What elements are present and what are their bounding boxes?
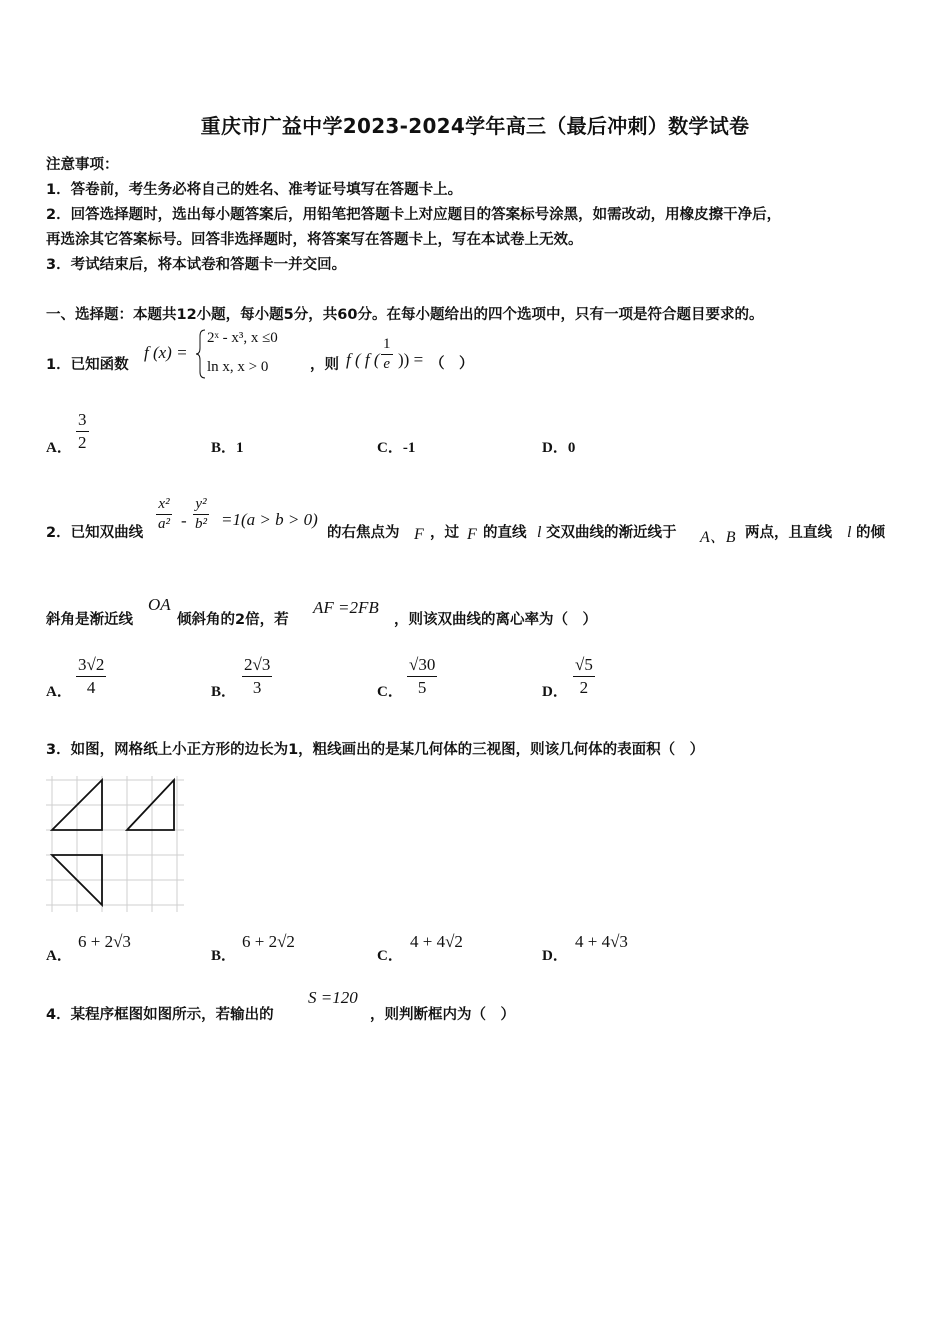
q4-lead: 4．某程序框图如图所示，若输出的 xyxy=(46,1007,274,1023)
q2-AF: AF =2FB xyxy=(313,598,379,617)
section-heading: 一、选择题：本题共12小题，每小题5分，共60分。在每小题给出的四个选项中，只有一项是符合题目要求的。 xyxy=(46,307,764,323)
note-1: 1．答卷前，考生务必将自己的姓名、准考证号填写在答题卡上。 xyxy=(46,182,463,198)
q2-optA-num: 3√2 xyxy=(78,655,105,674)
q2-t4: 交双曲线的渐近线于 xyxy=(546,525,677,541)
q2-x2: x² xyxy=(158,496,170,512)
three-view-figure xyxy=(44,776,184,912)
q2-y2: y² xyxy=(195,496,207,512)
q4-tail: ，则判断框内为（ ） xyxy=(370,1007,515,1023)
q2-t3: 的直线 xyxy=(483,525,527,541)
q2-optA-frac xyxy=(76,655,106,698)
q2-optD-den: 2 xyxy=(579,678,589,697)
q2-optA-den: 4 xyxy=(86,678,96,697)
q1-case2: ln x, x > 0 xyxy=(207,359,269,375)
q2-optB-label: B． xyxy=(211,684,237,700)
q1-tail: )) = xyxy=(398,350,424,369)
q2-t1: 的右焦点为 xyxy=(327,525,400,541)
q2-l2: l xyxy=(847,524,852,541)
q2-lead: 2．已知双曲线 xyxy=(46,525,144,541)
q3-optC-label: C． xyxy=(377,948,403,964)
q2-optB-den: 3 xyxy=(252,678,262,697)
q2-optD-label: D． xyxy=(542,684,568,700)
q2-cond: =1(a > b > 0) xyxy=(221,510,318,529)
q2-minus: - xyxy=(181,511,187,530)
q3-optC: 4 + 4√2 xyxy=(410,932,463,951)
q1-optA-frac xyxy=(76,410,89,453)
q3-optD-label: D． xyxy=(542,948,568,964)
q2-t5: 两点，且直线 xyxy=(745,525,832,541)
q2-l1: l xyxy=(537,524,542,541)
q1-paren: （ ） xyxy=(430,356,474,372)
q1-optA-den: 2 xyxy=(78,433,87,452)
q3-optA-label: A． xyxy=(46,948,72,964)
q2-t2: ，过 xyxy=(430,525,459,541)
q1-frac-den: e xyxy=(383,356,391,372)
q2-frac-x xyxy=(156,496,172,533)
note-3: 3．考试结束后，将本试卷和答题卡一并交回。 xyxy=(46,257,347,273)
q1-ask: f ( f ( xyxy=(346,350,380,369)
q1-frac xyxy=(381,336,393,373)
q2-line2b: 倾斜角的2倍，若 xyxy=(177,612,289,628)
q3-optB-label: B． xyxy=(211,948,237,964)
q2-t6: 的倾 xyxy=(856,525,885,541)
q3-optB: 6 + 2√2 xyxy=(242,932,295,951)
q2-optC-frac xyxy=(407,655,437,698)
q1-brace xyxy=(195,328,207,380)
q3-optD: 4 + 4√3 xyxy=(575,932,628,951)
notes-heading: 注意事项： xyxy=(46,157,119,173)
q3-optA: 6 + 2√3 xyxy=(78,932,131,951)
q1-fx: f (x) = xyxy=(144,343,188,362)
q1-optA-label: A． xyxy=(46,440,72,456)
q2-optD-num: √5 xyxy=(575,655,593,674)
q1-then: ，则 xyxy=(310,357,339,373)
q2-optA-label: A． xyxy=(46,684,72,700)
q2-frac-y xyxy=(193,496,209,533)
q2-optC-num: √30 xyxy=(409,655,436,674)
q2-a2: a² xyxy=(158,516,170,532)
q2-line2c: ，则该双曲线的离心率为（ ） xyxy=(394,612,597,628)
note-2b: 再选涂其它答案标号。回答非选择题时，将答案写在答题卡上，写在本试卷上无效。 xyxy=(46,232,583,248)
q1-optC: C．-1 xyxy=(377,440,416,456)
q2-OA: OA xyxy=(148,595,171,614)
q2-optB-num: 2√3 xyxy=(244,655,271,674)
q1-case1: 2ˣ - x³, x ≤0 xyxy=(207,330,278,346)
q2-optC-den: 5 xyxy=(417,678,427,697)
page-title: 重庆市广益中学2023-2024学年高三（最后冲刺）数学试卷 xyxy=(200,114,750,138)
q1-optD: D．0 xyxy=(542,440,576,456)
q1-frac-num: 1 xyxy=(383,336,391,352)
q2-optD-frac xyxy=(573,655,595,698)
q2-F2: F xyxy=(467,526,477,543)
q2-optB-frac xyxy=(242,655,272,698)
q4-S: S =120 xyxy=(308,988,358,1007)
q2-F1: F xyxy=(414,526,424,543)
q2-optC-label: C． xyxy=(377,684,403,700)
q2-b2: b² xyxy=(195,516,207,532)
q1-optB: B．1 xyxy=(211,440,244,456)
note-2a: 2．回答选择题时，选出每小题答案后，用铅笔把答题卡上对应题目的答案标号涂黑，如需改动，用橡皮擦干净后， xyxy=(46,207,782,223)
q2-line2a: 斜角是渐近线 xyxy=(46,612,133,628)
q3-text: 3．如图，网格纸上小正方形的边长为1，粗线画出的是某几何体的三视图，则该几何体的表面积（ ） xyxy=(46,742,705,758)
q1-lead: 1．已知函数 xyxy=(46,357,129,373)
q1-optA-num: 3 xyxy=(78,410,87,429)
q2-AB: A、B xyxy=(700,529,736,546)
